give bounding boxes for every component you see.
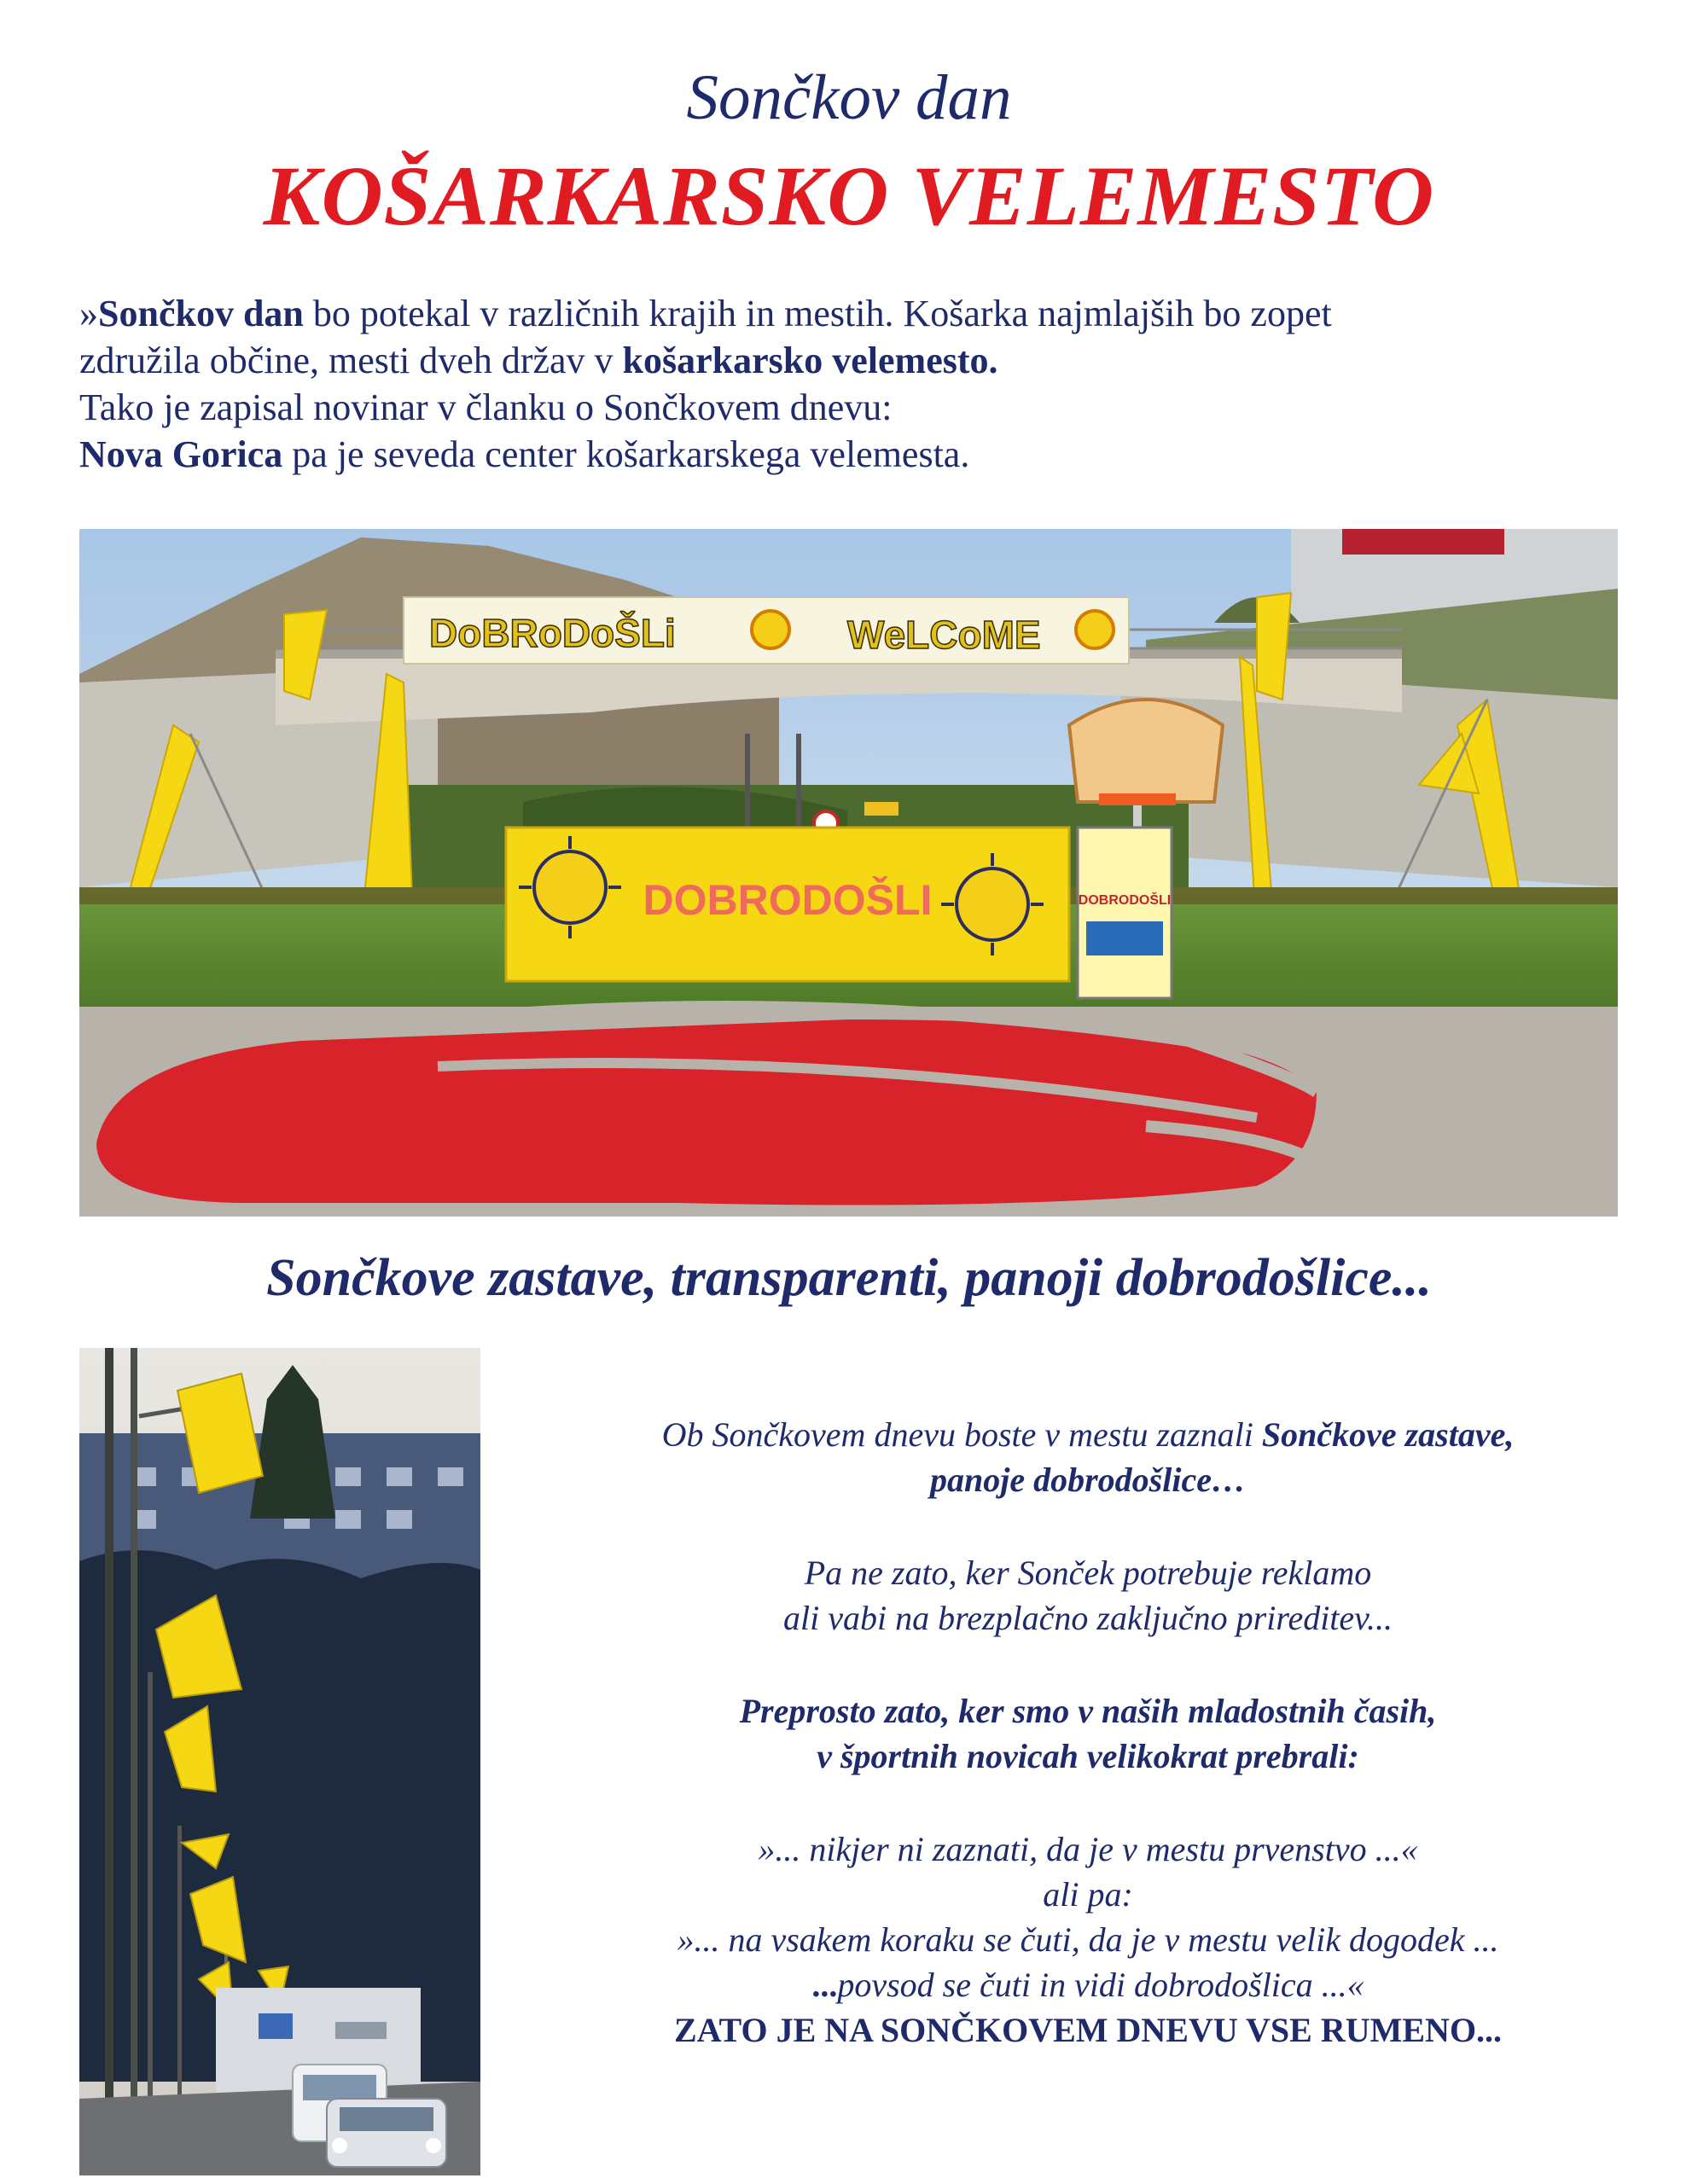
poem-text	[512, 1412, 1664, 2053]
poem-line-8: ali pa:	[1043, 1875, 1133, 1914]
intro-line-3: Tako je zapisal novinar v članku o Sončkovem dnevu:	[79, 386, 893, 428]
intro-bold-sonckov-dan: Sončkov dan	[98, 293, 304, 334]
info-panel-text: DOBRODOŠLI	[1078, 893, 1172, 908]
poem-closing-line: ZATO JE NA SONČKOVEM DNEVU VSE RUMENO...	[673, 2011, 1503, 2049]
intro-bold-velemesto: košarkarsko velemesto.	[622, 340, 998, 381]
poem-line-3: Pa ne zato, ker Sonček potrebuje reklamo	[804, 1554, 1372, 1592]
banner-dobrodosli-text: DoBRoDoŠLi	[429, 611, 676, 655]
poem-line-9: »... na vsakem koraku se čuti, da je v mestu velik dogodek ...	[677, 1920, 1499, 1959]
poem-line-5: Preprosto zato, ker smo v naših mladostnih časih,	[739, 1692, 1437, 1730]
poem-line-1: Ob Sončkovem dnevu boste v mestu zaznali Sončkove zastave,	[661, 1415, 1515, 1454]
poem-line-2: panoje dobrodošlice…	[930, 1461, 1246, 1499]
banner-welcome-text: WeLCoME	[847, 613, 1041, 657]
intro-bold-nova-gorica: Nova Gorica	[79, 433, 283, 475]
intro-paragraph	[79, 290, 1658, 478]
photo-caption: Sončkove zastave, transparenti, panoji dobrodošlice...	[266, 1249, 1432, 1307]
page-title: KOŠARKARSKO VELEMESTO	[263, 148, 1435, 243]
banner-main-text: DOBRODOŠLI	[643, 876, 933, 924]
roundabout-photo	[79, 529, 1618, 1217]
poem-line-6: v športnih novicah velikokrat prebrali:	[817, 1737, 1359, 1775]
intro-line-4: Nova Gorica pa je seveda center košarkarskega velemesta.	[79, 433, 970, 475]
poem-line-4: ali vabi na brezplačno zaključno prireditev...	[783, 1599, 1393, 1637]
intro-line-1: »Sončkov dan bo potekal v različnih krajih in mestih. Košarka najmlajših bo zopet	[79, 293, 1332, 334]
street-flags-photo	[79, 1348, 480, 2175]
subtitle: Sončkov dan	[686, 62, 1012, 133]
poem-line-10: ...povsod se čuti in vidi dobrodošlica ...«	[811, 1966, 1364, 2004]
poem-line-7: »... nikjer ni zaznati, da je v mestu prvenstvo ...«	[758, 1830, 1418, 1868]
intro-line-2: združila občine, mesti dveh držav v košarkarsko velemesto.	[79, 340, 998, 381]
